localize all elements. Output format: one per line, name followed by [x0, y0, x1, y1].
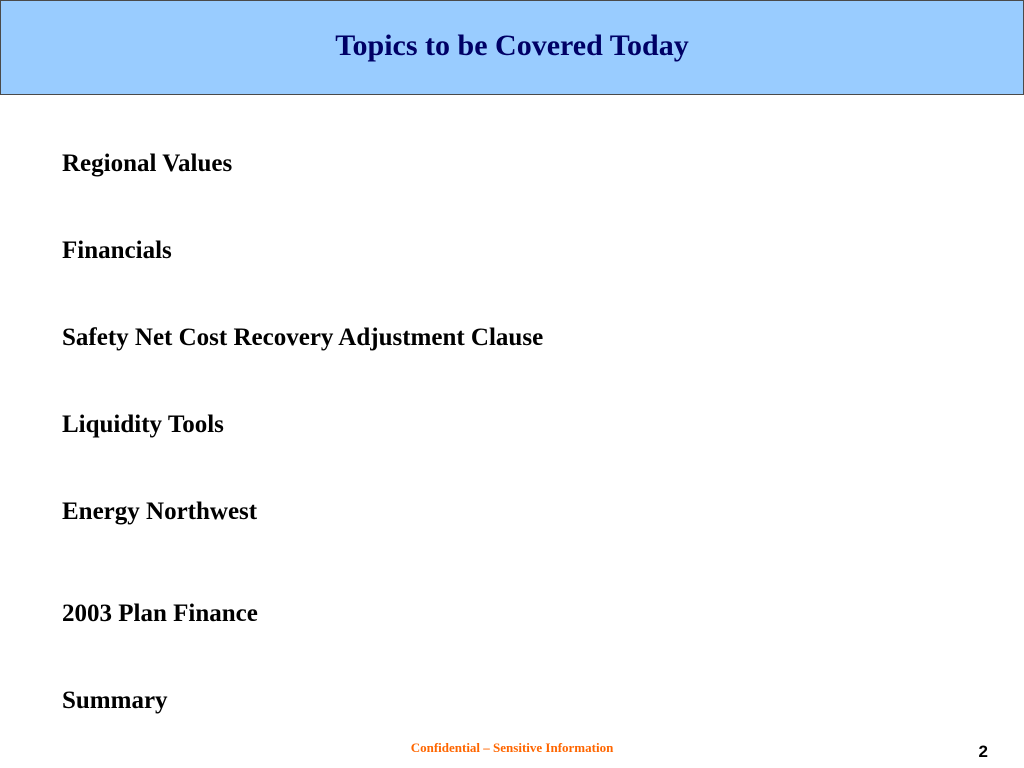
- slide-title: Topics to be Covered Today: [335, 28, 689, 62]
- confidential-footer: Confidential – Sensitive Information: [410, 740, 614, 755]
- topic-liquidity-tools: Liquidity Tools: [62, 411, 224, 438]
- title-bar: [0, 0, 1024, 95]
- topic-2003-plan-finance: 2003 Plan Finance: [62, 600, 258, 627]
- page-number: 2: [978, 742, 988, 761]
- topic-summary: Summary: [62, 687, 168, 714]
- topic-financials: Financials: [62, 237, 172, 264]
- topic-safety-net-cost-recovery: Safety Net Cost Recovery Adjustment Clause: [62, 324, 544, 351]
- topic-regional-values: Regional Values: [62, 150, 233, 177]
- topic-energy-northwest: Energy Northwest: [62, 498, 258, 525]
